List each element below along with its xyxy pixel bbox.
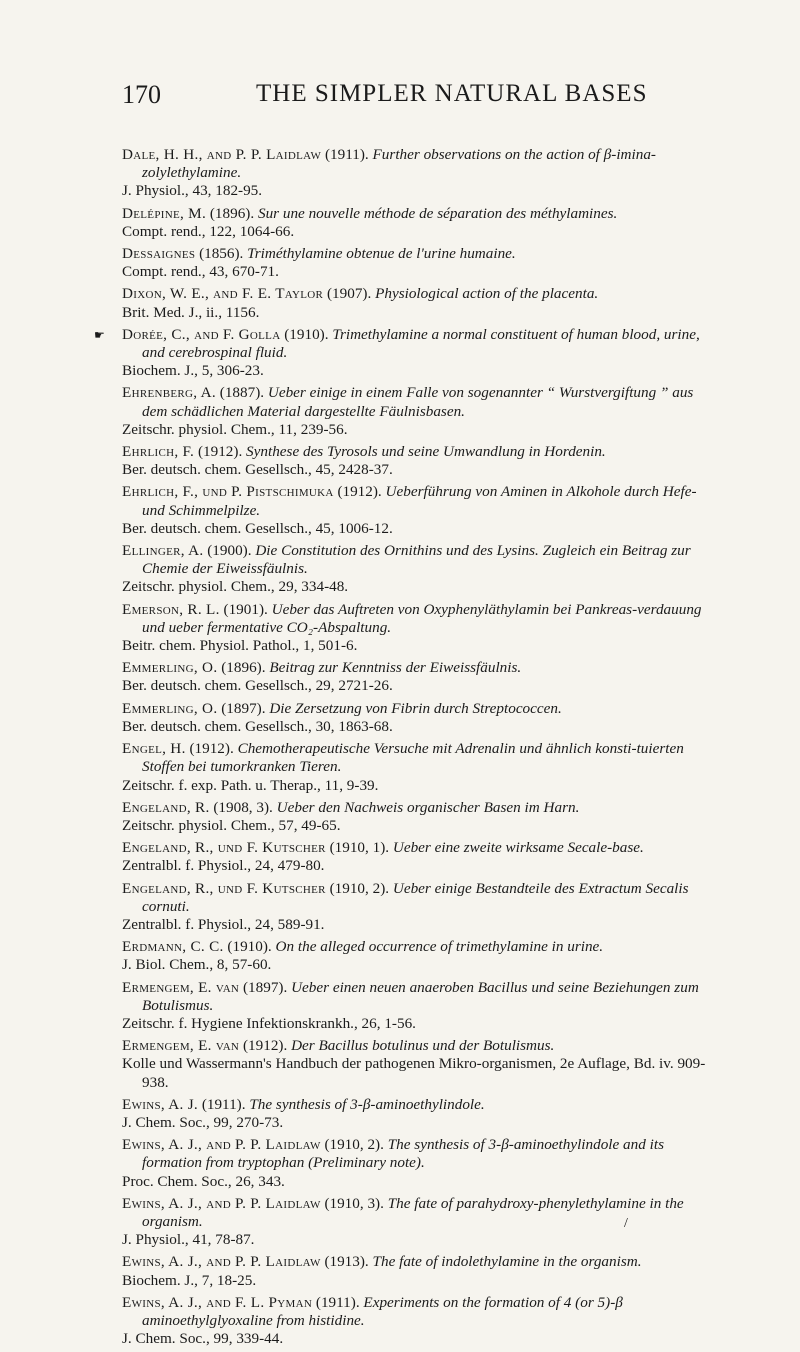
reference-journal: J. Chem. Soc., 99, 339-44. (122, 1330, 284, 1348)
reference-title: The fate of indolethylamine in the organism. (372, 1253, 642, 1271)
reference-journal: Biochem. J., 5, 306-23. (122, 362, 264, 380)
reference-journal: Zeitschr. f. Hygiene Infektionskrankh., 26, 1-56. (122, 1014, 416, 1032)
reference-list (94, 146, 722, 1352)
reference-journal: Ber. deutsch. chem. Gesellsch., 45, 1006-12. (122, 519, 393, 537)
reference-author: Ermengem, E. van (122, 1037, 240, 1055)
running-title: THE SIMPLER NATURAL BASES (256, 80, 648, 107)
reference-year: (1910). (280, 325, 333, 343)
reference-author: Ehrlich, F., und P. Pistschimuka (122, 483, 334, 501)
reference-year: (1910, 2). (320, 1136, 388, 1154)
reference-author: Engel, H. (122, 740, 186, 758)
reference-year: (1912). (185, 740, 238, 758)
reference-year: (1913). (320, 1253, 373, 1271)
reference-entry (122, 799, 722, 835)
reference-journal: Zeitschr. physiol. Chem., 57, 49-65. (122, 816, 341, 834)
reference-entry (122, 1136, 722, 1191)
reference-year: (1910, 2). (325, 879, 393, 897)
page-header (0, 80, 800, 120)
reference-author: Ewins, A. J. (122, 1095, 199, 1113)
pointing-hand-icon: ☛ (94, 327, 105, 342)
reference-year: (1910, 1). (325, 839, 393, 857)
reference-title: Ueber das Auftreten von Oxyphenyläthylamin bei Pankreas-verdauung und ueber fermentative CO₂-Abspaltung. (142, 600, 702, 636)
reference-title: Ueber einen neuen anaeroben Bacillus und seine Beziehungen zum Botulismus. (142, 978, 699, 1014)
reference-title: On the alleged occurrence of trimethylamine in urine. (275, 938, 604, 956)
reference-entry (122, 285, 722, 321)
reference-entry (122, 1096, 722, 1132)
reference-entry (122, 740, 722, 795)
reference-year: (1897). (239, 978, 292, 996)
reference-author: Dale, H. H., and P. P. Laidlaw (122, 146, 322, 163)
reference-title: Sur une nouvelle méthode de séparation des méthylamines. (257, 204, 618, 222)
reference-journal: Compt. rend., 122, 1064-66. (122, 222, 295, 240)
reference-author: Ermengem, E. van (122, 978, 240, 996)
reference-title: Physiological action of the placenta. (375, 285, 599, 303)
reference-year: (1896). (217, 659, 270, 677)
reference-title: Experiments on the formation of 4 (or 5)-β aminoethylglyoxaline from histidine. (142, 1293, 623, 1329)
reference-journal: Ber. deutsch. chem. Gesellsch., 29, 2721-26. (122, 677, 393, 695)
reference-author: Dixon, W. E., and F. E. Taylor (122, 285, 324, 303)
reference-title: Die Zersetzung von Fibrin durch Streptococcen. (269, 699, 562, 717)
reference-title: Ueber den Nachweis organischer Basen im Harn. (276, 798, 580, 816)
reference-title: The fate of parahydroxy-phenylethylamine in the organism. (142, 1194, 684, 1230)
reference-entry (122, 542, 722, 597)
reference-year: (1910). (223, 938, 276, 956)
reference-journal: Beitr. chem. Physiol. Pathol., 1, 501-6. (122, 637, 358, 655)
reference-title: Trimethylamine a normal constituent of human blood, urine, and cerebrospinal fluid. (142, 325, 700, 362)
reference-title: The synthesis of 3-β-aminoethylindole and its formation from tryptophan (Preliminary note). (142, 1136, 664, 1172)
reference-journal: J. Physiol., 43, 182-95. (122, 182, 263, 200)
reference-author: Ehrlich, F. (122, 443, 195, 461)
reference-year: (1887). (215, 384, 268, 402)
reference-title: Chemotherapeutische Versuche mit Adrenalin und ähnlich konsti-tuierten Stoffen bei tumorkranken Tieren. (142, 740, 684, 776)
reference-entry (122, 1294, 722, 1349)
reference-journal: Brit. Med. J., ii., 1156. (122, 303, 260, 321)
reference-entry (122, 880, 722, 935)
reference-entry (122, 938, 722, 974)
reference-entry (122, 443, 722, 479)
reference-entry (122, 601, 722, 656)
reference-title: Beitrag zur Kenntniss der Eiweissfäulnis. (269, 659, 522, 677)
reference-author: Ehrenberg, A. (122, 384, 216, 402)
reference-journal: Biochem. J., 7, 18-25. (122, 1271, 257, 1289)
reference-author: Dorée, C., and F. Golla (122, 325, 281, 343)
reference-author: Ewins, A. J., and P. P. Laidlaw (122, 1194, 321, 1212)
reference-author: Engeland, R., und F. Kutscher (122, 839, 326, 857)
reference-year: (1908, 3). (209, 798, 277, 816)
reference-year: (1856). (195, 245, 248, 263)
reference-author: Emmerling, O. (122, 659, 218, 677)
reference-author: Emerson, R. L. (122, 600, 220, 618)
reference-journal: Zentralbl. f. Physiol., 24, 479-80. (122, 857, 325, 875)
reference-year: (1911). (312, 1293, 364, 1311)
reference-author: Ewins, A. J., and P. P. Laidlaw (122, 1136, 321, 1154)
reference-author: Emmerling, O. (122, 699, 218, 717)
reference-entry (122, 1253, 722, 1289)
reference-entry (122, 659, 722, 695)
reference-title: Die Constitution des Ornithins und des Lysins. Zugleich ein Beitrag zur Chemie der Eiweissfäulnis. (142, 542, 691, 578)
reference-journal: Proc. Chem. Soc., 26, 343. (122, 1172, 285, 1190)
margin-mark: / (624, 1215, 628, 1231)
reference-year: (1911). (321, 146, 373, 163)
reference-entry (94, 325, 722, 381)
reference-year: (1900). (203, 542, 256, 560)
reference-author: Ewins, A. J., and P. P. Laidlaw (122, 1253, 321, 1271)
reference-entry (122, 245, 722, 281)
reference-entry (122, 700, 722, 736)
reference-journal: Zeitschr. physiol. Chem., 11, 239-56. (122, 420, 348, 438)
reference-entry (122, 483, 722, 538)
reference-entry (122, 839, 722, 875)
reference-author: Ewins, A. J., and F. L. Pyman (122, 1293, 313, 1311)
reference-entry (122, 1037, 722, 1092)
page-number: 170 (122, 80, 161, 109)
reference-entry (122, 1195, 722, 1250)
reference-title: Ueberführung von Aminen in Alkohole durch Hefe- und Schimmelpilze. (142, 483, 697, 519)
reference-year: (1911). (198, 1095, 250, 1113)
reference-year: (1912). (194, 443, 247, 461)
reference-title: Ueber einige Bestandteile des Extractum Secalis cornuti. (142, 879, 689, 915)
reference-year: (1907). (323, 285, 376, 303)
reference-journal: Zentralbl. f. Physiol., 24, 589-91. (122, 915, 325, 933)
reference-year: (1910, 3). (320, 1194, 388, 1212)
reference-journal: Ber. deutsch. chem. Gesellsch., 45, 2428-37. (122, 461, 393, 479)
reference-author: Engeland, R., und F. Kutscher (122, 879, 326, 897)
reference-author: Dessaignes (122, 245, 196, 263)
reference-author: Ellinger, A. (122, 542, 204, 560)
reference-year: (1912). (333, 483, 386, 501)
reference-journal: J. Biol. Chem., 8, 57-60. (122, 956, 272, 974)
reference-year: (1912). (239, 1037, 292, 1055)
reference-year: (1896). (206, 204, 258, 222)
reference-journal: Ber. deutsch. chem. Gesellsch., 30, 1863-68. (122, 717, 393, 735)
reference-year: (1901). (219, 600, 272, 618)
reference-author: Engeland, R. (122, 798, 210, 816)
reference-title: Triméthylamine obtenue de l'urine humaine. (247, 245, 516, 263)
reference-title: Ueber einige in einem Falle von sogenannter “ Wurstvergiftung ” aus dem schädlichen Material dargestellte Fäulnisbasen. (142, 384, 694, 420)
reference-entry (122, 146, 722, 201)
reference-journal: J. Chem. Soc., 99, 270-73. (122, 1113, 284, 1131)
reference-entry (122, 384, 722, 439)
reference-title: Ueber eine zweite wirksame Secale-base. (392, 839, 644, 857)
reference-entry (122, 979, 722, 1034)
reference-journal: Zeitschr. f. exp. Path. u. Therap., 11, 9-39. (122, 776, 379, 794)
reference-title: Further observations on the action of β-imina-zolylethylamine. (142, 146, 656, 182)
reference-year: (1897). (217, 699, 270, 717)
reference-journal: Zeitschr. physiol. Chem., 29, 334-48. (122, 578, 349, 596)
reference-journal: J. Physiol., 41, 78-87. (122, 1231, 255, 1249)
reference-journal: Kolle und Wassermann's Handbuch der pathogenen Mikro-organismen, 2e Auflage, Bd. iv. 909-938. (122, 1055, 706, 1091)
reference-author: Erdmann, C. C. (122, 938, 224, 956)
reference-title: Synthese des Tyrosols und seine Umwandlung in Hordenin. (246, 443, 606, 461)
reference-entry (122, 205, 722, 241)
reference-title: Der Bacillus botulinus und der Botulismus. (291, 1037, 555, 1055)
reference-title: The synthesis of 3-β-aminoethylindole. (249, 1095, 485, 1113)
reference-journal: Compt. rend., 43, 670-71. (122, 263, 279, 281)
reference-author: Delépine, M. (122, 204, 207, 222)
